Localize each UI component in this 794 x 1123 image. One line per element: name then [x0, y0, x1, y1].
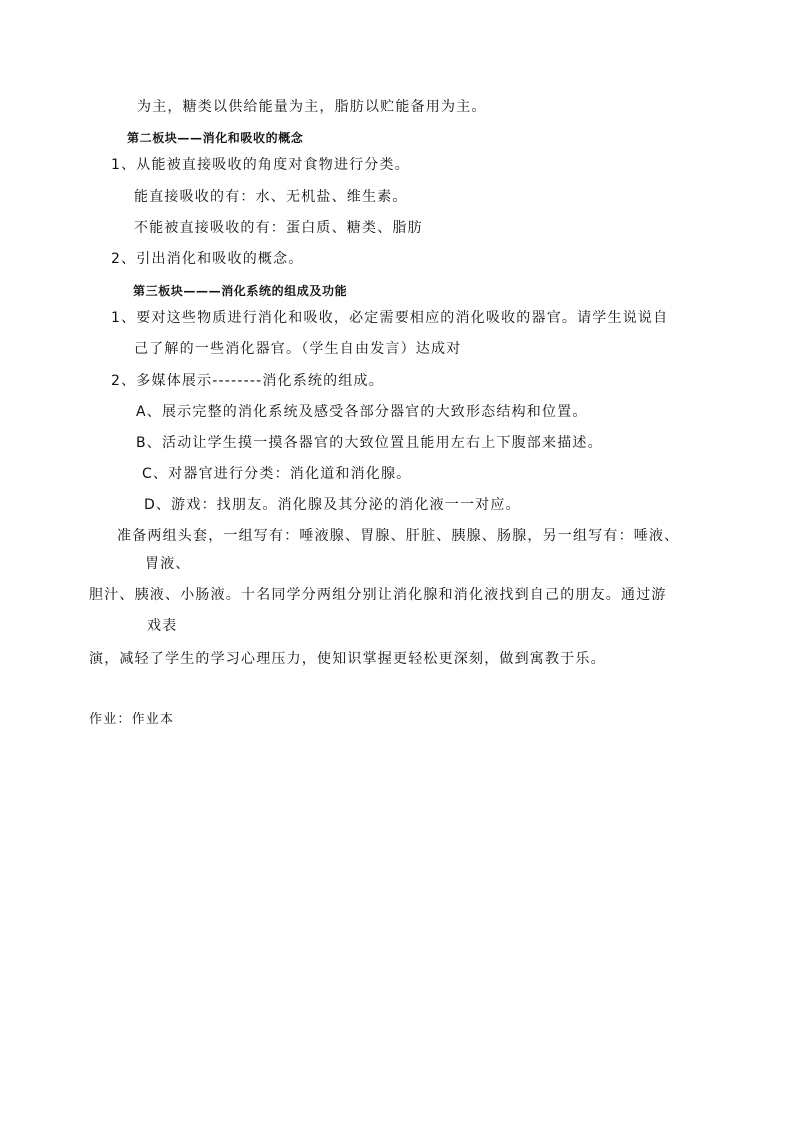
- homework-line: 作业：作业本: [89, 712, 175, 727]
- sub-item: D、游戏：找朋友。消化腺及其分泌的消化液一一对应。: [144, 497, 521, 513]
- section-heading: 第二板块——消化和吸收的概念: [127, 131, 304, 145]
- paragraph-line: 演，减轻了学生的学习心理压力，使知识掌握更轻松更深刻，做到寓教于乐。: [89, 651, 606, 667]
- paragraph-line: 戏表: [147, 618, 178, 634]
- section-heading: 第三板块———消化系统的组成及功能: [133, 284, 348, 298]
- paragraph-line: 不能被直接吸收的有：蛋白质、糖类、脂肪: [134, 220, 423, 236]
- paragraph-line: 能直接吸收的有：水、无机盐、维生素。: [134, 189, 408, 205]
- paragraph-line: 胃液、: [145, 556, 191, 572]
- list-item: 2、引出消化和吸收的概念。: [111, 251, 304, 267]
- sub-item: C、对器官进行分类：消化道和消化腺。: [142, 466, 412, 482]
- list-item: 1、要对这些物质进行消化和吸收，必定需要相应的消化吸收的器官。请学生说说自: [111, 310, 669, 326]
- sub-item: A、展示完整的消化系统及感受各部分器官的大致形态结构和位置。: [136, 404, 588, 420]
- list-item: 1、从能被直接吸收的角度对食物进行分类。: [111, 157, 410, 173]
- list-item: 2、多媒体展示--------消化系统的组成。: [111, 373, 384, 389]
- sub-item: B、活动让学生摸一摸各器官的大致位置且能用左右上下腹部来描述。: [136, 435, 603, 451]
- paragraph-line: 为主，糖类以供给能量为主，脂肪以贮能备用为主。: [137, 99, 487, 115]
- paragraph-line: 准备两组头套，一组写有：唾液腺、胃腺、肝脏、胰腺、肠腺，另一组写有：唾液、: [117, 528, 680, 544]
- paragraph-line: 胆汁、胰液、小肠液。十名同学分两组分别让消化腺和消化液找到自己的朋友。通过游: [89, 587, 667, 603]
- paragraph-line: 己了解的一些消化器官。（学生自由发言）达成对: [134, 341, 462, 357]
